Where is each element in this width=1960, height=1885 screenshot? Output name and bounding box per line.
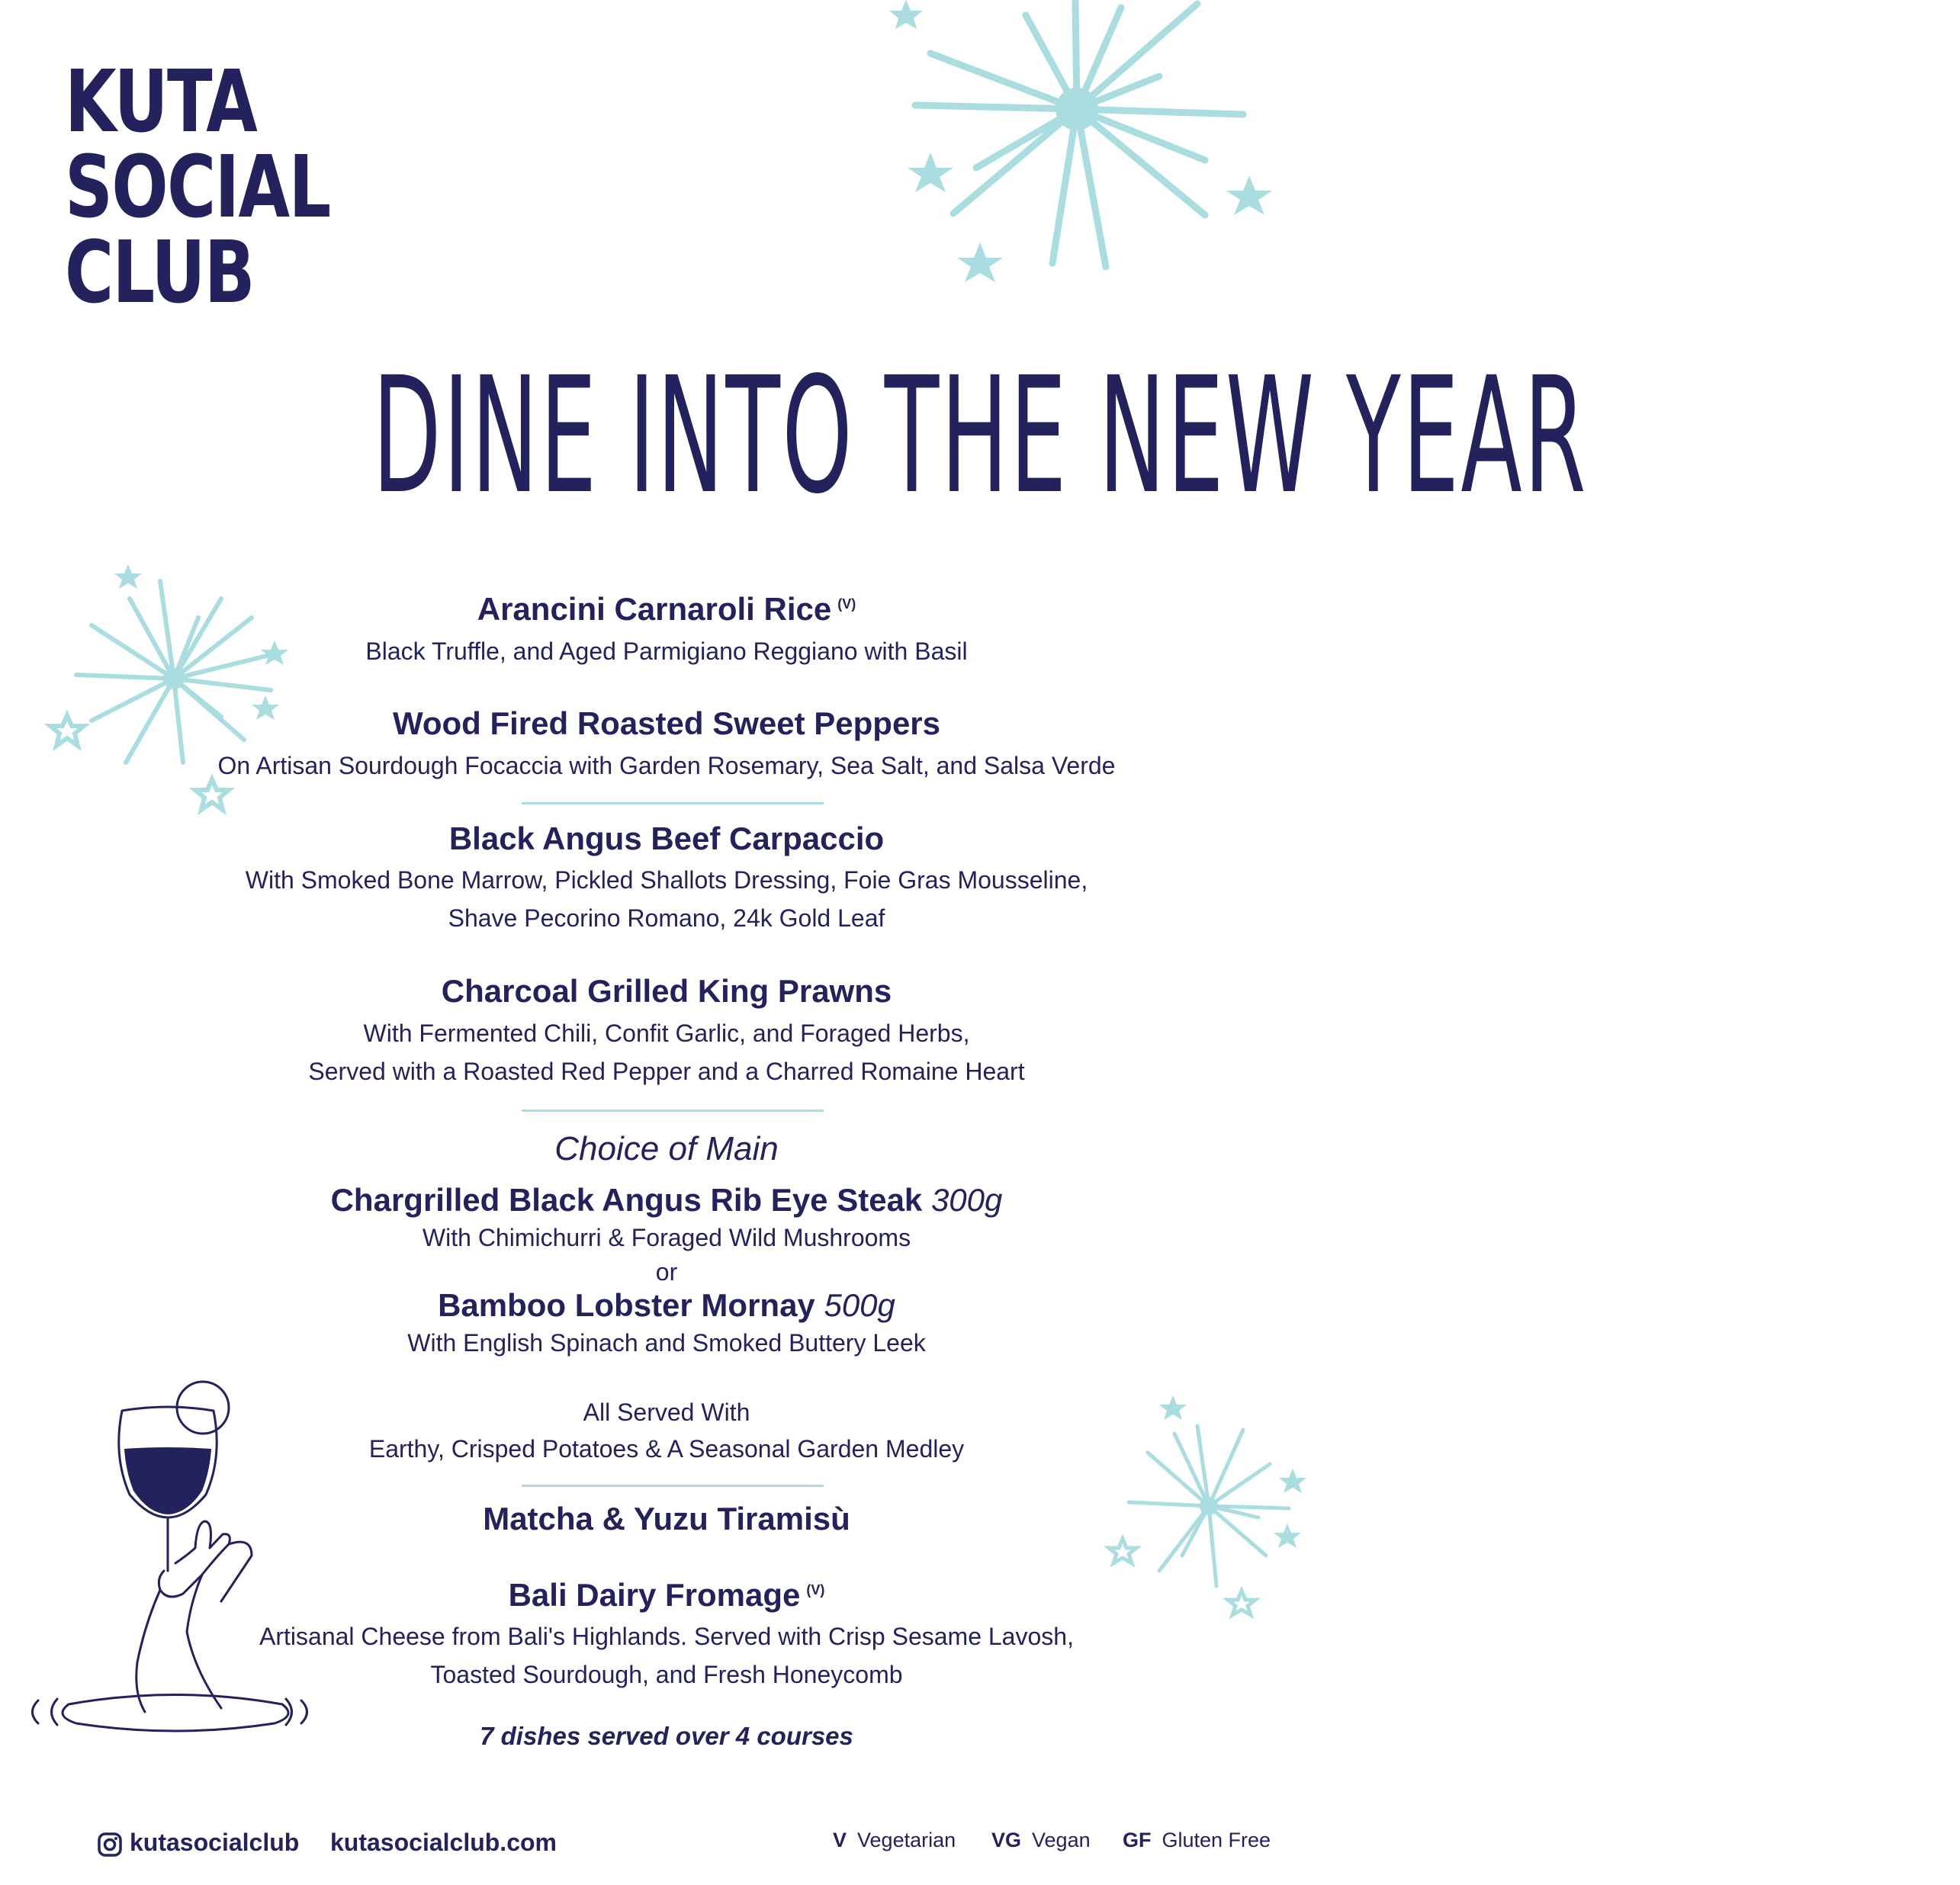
instagram-icon[interactable]: [98, 1832, 122, 1857]
section-heading: Choice of Main: [554, 1130, 779, 1167]
dish-title: Arancini Carnaroli Rice $^{(V)}$: [477, 591, 856, 627]
page-title: DINE INTO THE NEW YEAR: [372, 342, 1588, 529]
dish-title: Matcha & Yuzu Tiramisù: [483, 1501, 850, 1537]
served-with-sides: Earthy, Crisped Potatoes & A Seasonal Garden Medley: [368, 1435, 965, 1463]
dish-description: Toasted Sourdough, and Fresh Honeycomb: [430, 1661, 903, 1688]
legend-vegan: VG Vegan: [991, 1829, 1091, 1851]
website-link[interactable]: kutasocialclub.com: [330, 1829, 557, 1856]
dish-description: On Artisan Sourdough Focaccia with Garden Rosemary, Sea Salt, and Salsa Verde: [217, 752, 1116, 779]
main-option: Chargrilled Black Angus Rib Eye Steak 300g: [330, 1182, 1003, 1218]
dish-description: With Fermented Chili, Confit Garlic, and Foraged Herbs,: [363, 1020, 970, 1047]
divider: [522, 802, 824, 804]
dish-title: Bali Dairy Fromage $^{(V)}$: [508, 1577, 825, 1613]
dish-title: Charcoal Grilled King Prawns: [441, 973, 892, 1009]
firework-top-right-icon: [900, 0, 1296, 290]
vegetarian-tag: (V): [806, 1582, 825, 1598]
dish-description: Shave Pecorino Romano, 24k Gold Leaf: [448, 904, 885, 932]
dish-description: Served with a Roasted Red Pepper and a Charred Romaine Heart: [308, 1058, 1025, 1085]
dish-description: With English Spinach and Smoked Buttery Leek: [407, 1329, 926, 1357]
vegetarian-tag: (V): [837, 596, 856, 612]
legend-gluten-free: GF Gluten Free: [1123, 1829, 1271, 1851]
dish-description: With Chimichurri & Foraged Wild Mushrooms: [422, 1224, 911, 1251]
divider: [522, 1109, 824, 1112]
dish-weight: 300g: [930, 1182, 1003, 1218]
dish-title: Wood Fired Roasted Sweet Peppers: [392, 705, 941, 741]
logo-line: CLUB: [65, 223, 254, 323]
dish-description: Artisanal Cheese from Bali's Highlands. Served with Crisp Sesame Lavosh,: [259, 1623, 1074, 1650]
dish-description: Black Truffle, and Aged Parmigiano Reggiano with Basil: [365, 637, 968, 665]
logo-line: SOCIAL: [65, 138, 330, 237]
legend-vegetarian: V Vegetarian: [833, 1829, 956, 1851]
main-option: Bamboo Lobster Mornay 500g: [438, 1287, 895, 1323]
divider: [522, 1485, 824, 1487]
served-with-label: All Served With: [583, 1398, 750, 1426]
or-separator: or: [655, 1258, 678, 1286]
brand-logo: [65, 53, 330, 323]
dish-description: With Smoked Bone Marrow, Pickled Shallots Dressing, Foie Gras Mousseline,: [245, 866, 1088, 894]
dish-weight: 500g: [824, 1287, 895, 1323]
instagram-handle-link[interactable]: kutasocialclub: [130, 1829, 300, 1856]
dish-title: Black Angus Beef Carpaccio: [448, 820, 885, 856]
logo-line: KUTA: [65, 53, 257, 152]
course-summary: 7 dishes served over 4 courses: [480, 1722, 853, 1750]
